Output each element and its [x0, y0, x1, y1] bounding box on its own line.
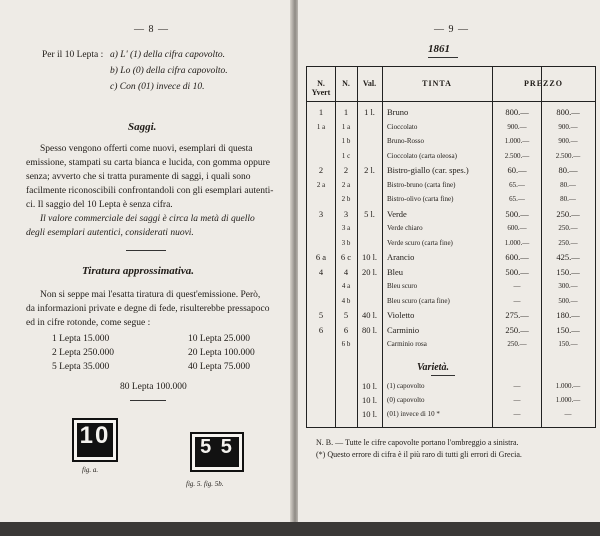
quantity-20-lepta: 20 Lepta 100.000: [188, 348, 255, 358]
cell-tinta: Bistro-olivo (carta fine): [387, 195, 454, 203]
table-row: [307, 379, 595, 394]
cell-value: 80 l.: [361, 324, 378, 335]
cell-price-used: 425.—: [556, 252, 580, 262]
cell-price-new: 1.000.—: [504, 238, 530, 247]
cell-tinta: Carminio rosa: [387, 340, 427, 348]
cell-yvert: 2 a: [316, 180, 326, 189]
figure-caption: fig. a.: [82, 466, 99, 474]
cell-number: 3 a: [341, 224, 351, 232]
cell-price-used: 250.—: [558, 224, 578, 232]
cell-value: 20 l.: [361, 266, 378, 277]
cell-tinta: Bleu scuro: [387, 282, 418, 290]
column-header-yvert: N. Yvert: [311, 79, 331, 97]
saggi-title: Saggi.: [128, 121, 157, 133]
cell-tinta: Arancio: [387, 252, 415, 262]
cell-tinta: Verde chiaro: [387, 224, 423, 232]
cell-price-new: —: [513, 382, 521, 390]
varieta-title: Varietà.: [417, 362, 449, 373]
table-row: [307, 393, 595, 408]
table-row: [307, 250, 595, 265]
cell-price-new: 65.—: [509, 180, 525, 189]
option-b: b) Lo (0) della cifra capovolto.: [110, 66, 228, 76]
quantity-80-lepta: 80 Lepta 100.000: [120, 382, 187, 392]
left-page: [0, 0, 297, 522]
cell-price-new: 600.—: [507, 224, 527, 232]
stamp-figure-5: [190, 432, 244, 472]
cell-price-new: 275.—: [505, 310, 529, 320]
quantity-40-lepta: 40 Lepta 75.000: [188, 362, 251, 372]
quantity-5-lepta: 5 Lepta 35.000: [52, 362, 110, 372]
cell-price-new: 800.—: [505, 107, 529, 117]
cell-number: 2 b: [341, 195, 351, 203]
option-a: a) L' (1) della cifra capovolto.: [110, 50, 225, 60]
quantity-10-lepta: 10 Lepta 25.000: [188, 334, 251, 344]
table-row: [307, 149, 595, 164]
cell-price-used: 1.000.—: [555, 396, 581, 404]
cell-number: 3 b: [341, 238, 351, 247]
tiratura-line: Non si seppe mai l'esatta tiratura di quest'emissione. Però,: [40, 290, 261, 300]
saggi-line: ci. Il saggio del 10 Lepta è senza cifra.: [26, 200, 173, 210]
cell-tinta: Bleu scuro (carta fine): [387, 296, 450, 305]
year-heading: 1861: [428, 43, 450, 55]
saggi-line: facilmente riconoscibili confrontandoli con gli esemplari autenti-: [26, 186, 274, 196]
table-row: [307, 192, 595, 207]
cell-price-new: 60.—: [507, 165, 527, 175]
cell-value: 5 l.: [364, 208, 375, 219]
cell-value: 10 l.: [361, 381, 378, 391]
divider: [130, 400, 166, 401]
divider: [428, 57, 458, 58]
cell-number: 6 c: [340, 252, 352, 262]
note-error: (*) Questo errore di cifra è il più raro di tutti gli errori di Grecia.: [316, 450, 522, 459]
cell-price-new: —: [513, 296, 521, 305]
cell-yvert: 3: [318, 208, 324, 219]
table-header-rule: [307, 101, 595, 102]
table-row: [307, 207, 595, 222]
saggi-italic-line: degli esemplari autentici, considerati nuovi.: [26, 228, 194, 238]
cell-price-new: 250.—: [507, 340, 527, 348]
cell-price-used: 1.000.—: [555, 382, 581, 390]
divider: [431, 375, 455, 376]
table-row: [307, 221, 595, 236]
cell-price-new: —: [513, 410, 521, 418]
cell-number: 1 b: [341, 137, 351, 145]
divider: [126, 250, 166, 251]
table-row: [307, 294, 595, 309]
table-row: [307, 178, 595, 193]
cell-price-new: 2.500.—: [504, 151, 530, 160]
cell-value: 10 l.: [361, 252, 378, 262]
cell-price-new: 65.—: [509, 195, 525, 203]
cell-tinta: Verde: [387, 208, 407, 219]
cell-tinta: Bruno: [387, 107, 409, 117]
note-nb: N. B. — Tutte le cifre capovolte portano l'ombreggio a sinistra.: [316, 438, 519, 447]
options-intro: Per il 10 Lepta :: [42, 50, 104, 60]
cell-price-new: 1.000.—: [504, 137, 530, 145]
table-row: [307, 134, 595, 149]
cell-tinta: Verde scuro (carta fine): [387, 238, 453, 247]
column-header-tinta: TINTA: [422, 79, 452, 88]
table-row: [307, 337, 595, 352]
cell-tinta: (0) capovolto: [387, 396, 425, 404]
option-c: c) Con (01) invece di 10.: [110, 82, 205, 92]
cell-price-used: 2.500.—: [555, 151, 581, 160]
cell-value: 40 l.: [361, 310, 378, 320]
cell-price-used: 150.—: [558, 340, 578, 348]
table-row: [307, 105, 595, 120]
cell-yvert: 6: [318, 324, 324, 335]
cell-value: 10 l.: [361, 395, 378, 405]
cell-price-used: 900.—: [558, 137, 578, 145]
cell-tinta: Bistro-giallo (car. spes.): [387, 165, 469, 175]
cell-tinta: (01) invece di 10 *: [387, 410, 440, 418]
cell-value: 10 l.: [361, 409, 378, 419]
cell-yvert: 1 a: [316, 122, 326, 131]
page-number-right: — 9 —: [434, 24, 469, 35]
cell-price-used: 250.—: [558, 238, 578, 247]
cell-tinta: Bruno-Rosso: [387, 137, 424, 145]
tiratura-line: ed in cifre rotonde, come segue :: [26, 318, 151, 328]
cell-tinta: Bistro-bruno (carta fine): [387, 180, 456, 189]
cell-number: 6: [343, 324, 349, 335]
table-row: [307, 120, 595, 135]
cell-number: 4 b: [341, 296, 351, 305]
cell-tinta: Cioccolato (carta oleosa): [387, 151, 457, 160]
cell-yvert: 2: [318, 165, 324, 175]
cell-number: 4 a: [341, 282, 351, 290]
cell-price-used: 900.—: [558, 122, 578, 131]
table-row: [307, 323, 595, 338]
cell-price-new: 500.—: [505, 208, 529, 219]
cell-value: 1 l.: [364, 107, 375, 117]
saggi-line: Spesso vengono offerti come nuovi, esemplari di questa: [40, 144, 253, 154]
cell-yvert: 6 a: [315, 252, 327, 262]
cell-price-used: 250.—: [556, 208, 580, 219]
tiratura-title: Tiratura approssimativa.: [82, 265, 195, 277]
cell-price-new: 500.—: [505, 266, 529, 277]
cell-price-used: 80.—: [558, 165, 578, 175]
cell-yvert: 4: [318, 266, 324, 277]
table-row: [307, 308, 595, 323]
cell-number: 5: [343, 310, 349, 320]
column-header-number: N.: [342, 79, 350, 88]
stamp-figure-a: [72, 418, 118, 462]
cell-price-new: 250.—: [505, 324, 529, 335]
table-row: [307, 236, 595, 251]
cell-price-new: 600.—: [505, 252, 529, 262]
saggi-italic-line: Il valore commerciale dei saggi è circa la metà di quello: [40, 214, 255, 224]
table-row: [307, 163, 595, 178]
stamp-digits: 10: [79, 422, 111, 449]
cell-price-used: 500.—: [558, 296, 578, 305]
cell-value: 2 l.: [364, 165, 375, 175]
cell-tinta: Carminio: [387, 324, 420, 335]
cell-price-used: 80.—: [560, 195, 576, 203]
cell-yvert: 1: [318, 107, 324, 117]
cell-number: 6 b: [341, 340, 351, 348]
table-row: [307, 279, 595, 294]
saggi-line: emissione, stampati su carta bianca e lucida, con gomma oppure: [26, 158, 271, 168]
figure-caption: fig. 5. fig. 5b.: [186, 480, 224, 488]
cell-price-new: —: [513, 282, 521, 290]
cell-number: 2 a: [341, 180, 351, 189]
cell-number: 1 a: [341, 122, 351, 131]
table-row: [307, 407, 595, 422]
stamp-digits: 5 5: [200, 436, 234, 458]
cell-number: 1: [343, 107, 349, 117]
cell-tinta: Cioccolato: [387, 122, 418, 131]
cell-number: 3: [343, 208, 349, 219]
cell-tinta: Bleu: [387, 266, 404, 277]
tiratura-line: da informazioni private e degne di fede, risulterebbe pressapoco: [26, 304, 270, 314]
quantity-1-lepta: 1 Lepta 15.000: [52, 334, 110, 344]
cell-price-used: 80.—: [560, 180, 576, 189]
cell-price-used: 180.—: [556, 310, 580, 320]
cell-price-used: 300.—: [558, 282, 578, 290]
cell-price-used: 150.—: [556, 266, 580, 277]
table-row: [307, 265, 595, 280]
right-page: [298, 0, 600, 522]
cell-tinta: Violetto: [387, 310, 415, 320]
column-header-prezzo: PREZZO: [524, 79, 563, 88]
price-table: [306, 66, 596, 428]
cell-yvert: 5: [318, 310, 324, 320]
cell-price-new: —: [513, 396, 521, 404]
cell-price-used: 150.—: [556, 324, 580, 335]
quantity-2-lepta: 2 Lepta 250.000: [52, 348, 115, 358]
cell-price-new: 900.—: [507, 122, 527, 131]
cell-number: 1 c: [341, 151, 351, 160]
cell-number: 4: [343, 266, 349, 277]
cell-tinta: (1) capovolto: [387, 382, 425, 390]
column-header-value: Val.: [362, 79, 377, 88]
cell-price-used: —: [564, 410, 572, 418]
cell-price-used: 800.—: [556, 107, 580, 117]
cell-number: 2: [343, 165, 349, 175]
page-number-left: — 8 —: [134, 24, 169, 35]
saggi-line: senza; avverto che si tratta puramente di saggi, i quali sono: [26, 172, 251, 182]
